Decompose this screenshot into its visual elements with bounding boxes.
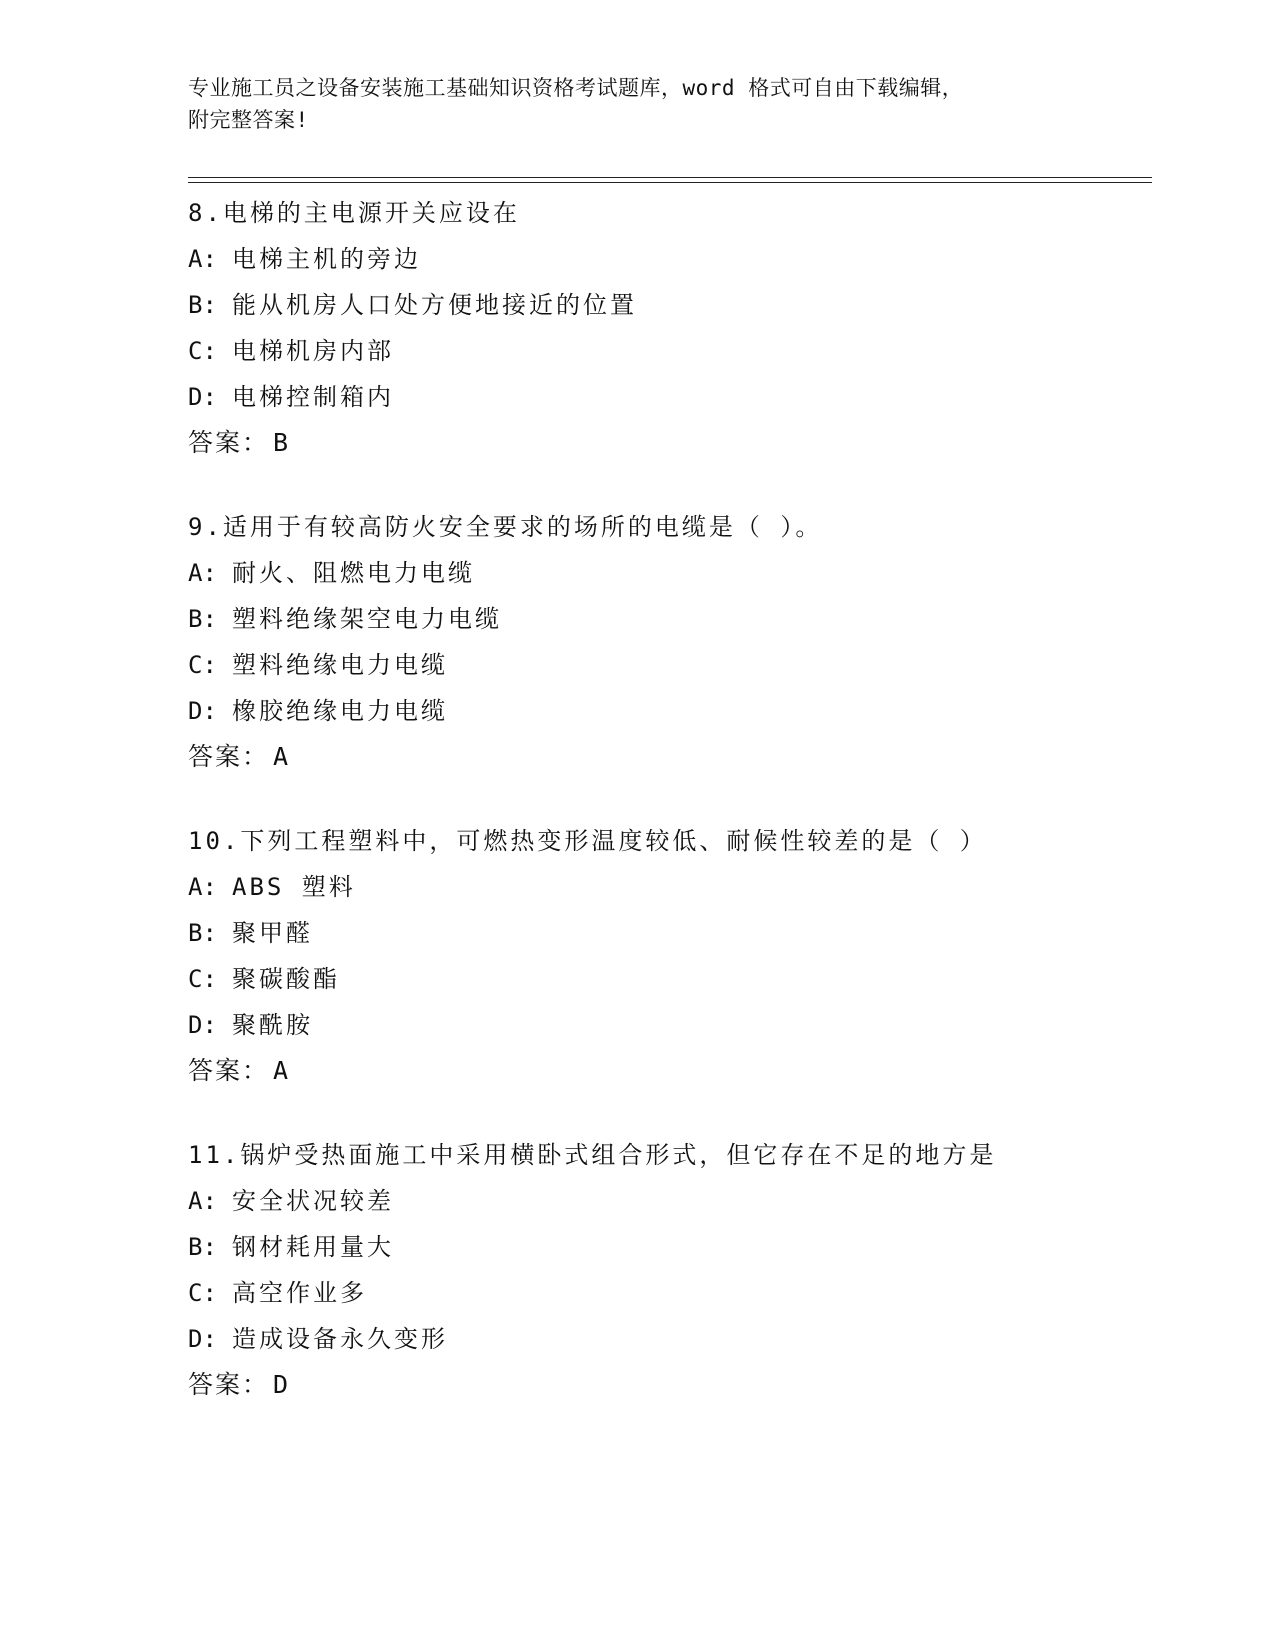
option-text: 橡胶绝缘电力电缆 [232,697,448,725]
question-list [188,190,1152,1446]
option-key: D: [188,383,217,411]
option-text: 聚碳酸酯 [232,965,340,993]
option-d [188,374,1152,420]
answer-label: 答案： [188,428,270,457]
answer-line [188,1048,1152,1094]
question-stem: 9.适用于有较高防火安全要求的场所的电缆是（ ）。 [188,513,823,541]
option-text: 电梯机房内部 [232,337,394,365]
option-text: 聚甲醛 [232,919,313,947]
option-key: D: [188,1325,217,1353]
option-key: B: [188,291,217,319]
option-key: B: [188,605,217,633]
option-text: 电梯主机的旁边 [232,245,421,273]
option-text: 高空作业多 [232,1279,367,1307]
answer-line [188,734,1152,780]
option-b [188,596,1152,642]
answer-value: A [273,742,291,771]
option-a [188,864,1152,910]
question-stem: 11.锅炉受热面施工中采用横卧式组合形式，但它存在不足的地方是 [188,1141,997,1169]
option-key: A: [188,245,217,273]
question-stem: 8.电梯的主电源开关应设在 [188,199,520,227]
header-divider-top [188,177,1152,178]
option-key: D: [188,697,217,725]
option-key: A: [188,1187,217,1215]
option-key: D: [188,1011,217,1039]
answer-value: D [273,1370,291,1399]
option-text: 聚酰胺 [232,1011,313,1039]
question-item [188,1132,1152,1408]
option-text: 塑料绝缘架空电力电缆 [232,605,502,633]
question-item [188,190,1152,466]
option-text: 能从机房人口处方便地接近的位置 [232,291,637,319]
option-b [188,282,1152,328]
option-c [188,956,1152,1002]
option-b [188,910,1152,956]
answer-line [188,420,1152,466]
option-key: B: [188,1233,217,1261]
answer-line [188,1362,1152,1408]
option-text: 电梯控制箱内 [232,383,394,411]
question-item [188,818,1152,1094]
answer-label: 答案： [188,1370,270,1399]
option-text: ABS 塑料 [232,873,356,901]
option-c [188,642,1152,688]
option-d [188,1316,1152,1362]
option-text: 造成设备永久变形 [232,1325,448,1353]
option-d [188,688,1152,734]
header-divider-bottom [188,182,1152,183]
answer-label: 答案： [188,1056,270,1085]
option-key: C: [188,651,217,679]
option-c [188,328,1152,374]
question-item [188,504,1152,780]
option-a [188,1178,1152,1224]
document-header [188,72,1088,136]
option-text: 安全状况较差 [232,1187,394,1215]
option-a [188,550,1152,596]
option-a [188,236,1152,282]
option-text: 耐火、阻燃电力电缆 [232,559,475,587]
option-key: C: [188,1279,217,1307]
option-d [188,1002,1152,1048]
option-key: A: [188,559,217,587]
answer-value: B [273,428,291,457]
option-key: A: [188,873,217,901]
option-c [188,1270,1152,1316]
header-line-2: 附完整答案! [188,108,309,132]
answer-label: 答案： [188,742,270,771]
option-key: C: [188,337,217,365]
header-line-1: 专业施工员之设备安装施工基础知识资格考试题库，word 格式可自由下载编辑， [188,76,964,100]
option-text: 塑料绝缘电力电缆 [232,651,448,679]
option-key: B: [188,919,217,947]
option-b [188,1224,1152,1270]
option-text: 钢材耗用量大 [232,1233,394,1261]
option-key: C: [188,965,217,993]
answer-value: A [273,1056,291,1085]
question-stem: 10.下列工程塑料中，可燃热变形温度较低、耐候性较差的是（ ） [188,827,987,855]
